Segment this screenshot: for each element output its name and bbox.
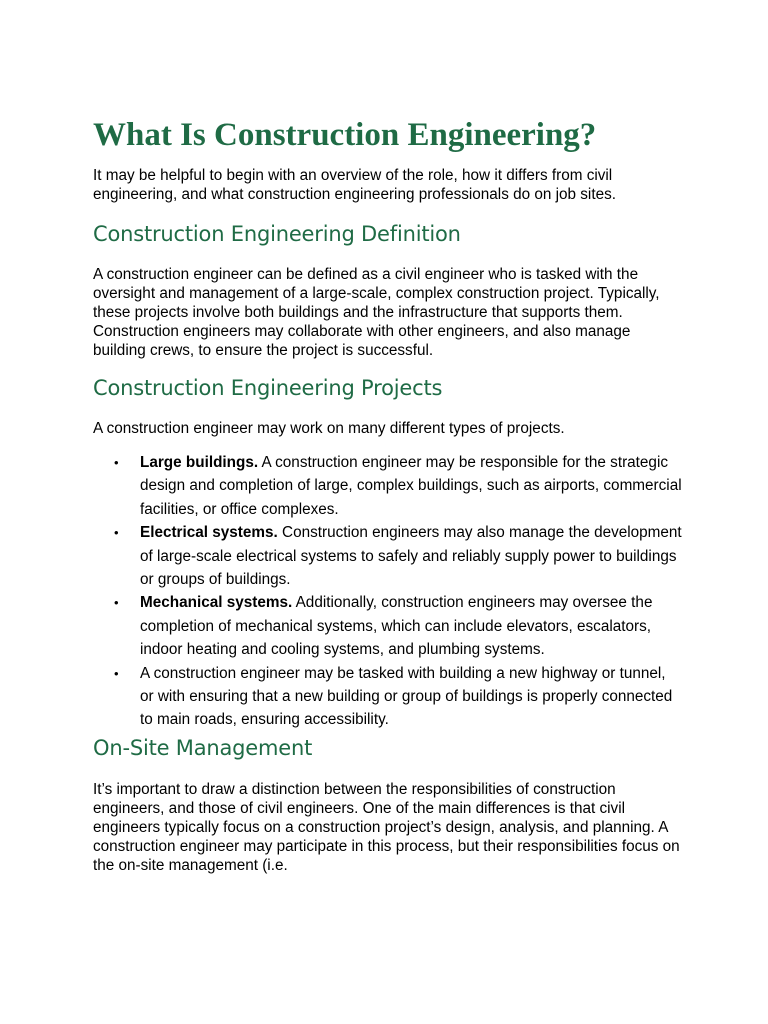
bullet-icon: • — [114, 665, 119, 681]
section-heading-onsite: On-Site Management — [93, 735, 313, 760]
section-heading-projects: Construction Engineering Projects — [93, 376, 443, 400]
list-item-bold: Mechanical systems. — [140, 594, 293, 612]
list-item-bold: Large buildings. — [140, 454, 259, 471]
list-item-text: A construction engineer may be tasked with building a new highway or tunnel, or with ensuring that a new building or group of buildings is properly connected to main roads, ensuring accessibility. — [140, 664, 673, 729]
list-item — [93, 591, 683, 661]
section-heading-definition: Construction Engineering Definition — [93, 222, 461, 246]
projects-paragraph: A construction engineer may work on many different types of projects. — [93, 420, 565, 437]
list-item-text: Construction engineers may also manage the development of large-scale electrical systems to safely and reliably supply power to buildings or groups of buildings. — [140, 524, 682, 589]
definition-paragraph: A construction engineer can be defined as a civil engineer who is tasked with the oversight and management of a large-scale, complex construction project. Typically, these projects involve both buildings and the infrastructure that supports them. Construction engineers may collaborate with other engineers, and also manage building crews, to ensure the project is successful. — [93, 266, 660, 359]
project-types-list — [93, 451, 683, 732]
list-item-bold: Electrical systems. — [140, 524, 278, 542]
document-page — [93, 112, 683, 875]
list-item-text: Additionally, construction engineers may oversee the completion of mechanical systems, which can include elevators, escalators, indoor heating and cooling systems, and plumbing systems. — [140, 594, 653, 659]
onsite-paragraph: It’s important to draw a distinction between the responsibilities of construction engineers, and those of civil engineers. One of the main differences is that civil engineers typically focus on a construction project’s design, analysis, and planning. A construction engineer may participate in this process, but their responsibilities focus on the on-site management (i.e. — [93, 780, 680, 874]
intro-paragraph: It may be helpful to begin with an overview of the role, how it differs from civil engineering, and what construction engineering professionals do on job sites. — [93, 167, 616, 203]
list-item — [93, 521, 683, 591]
list-item — [93, 451, 683, 521]
page-title: What Is Construction Engineering? — [93, 117, 597, 153]
bullet-icon: • — [114, 525, 119, 541]
bullet-icon: • — [114, 595, 119, 611]
list-item-text: A construction engineer may be responsible for the strategic design and completion of large, complex buildings, such as airports, commercial facilities, or office complexes. — [140, 454, 682, 518]
bullet-icon: • — [114, 455, 119, 470]
list-item — [93, 662, 683, 732]
